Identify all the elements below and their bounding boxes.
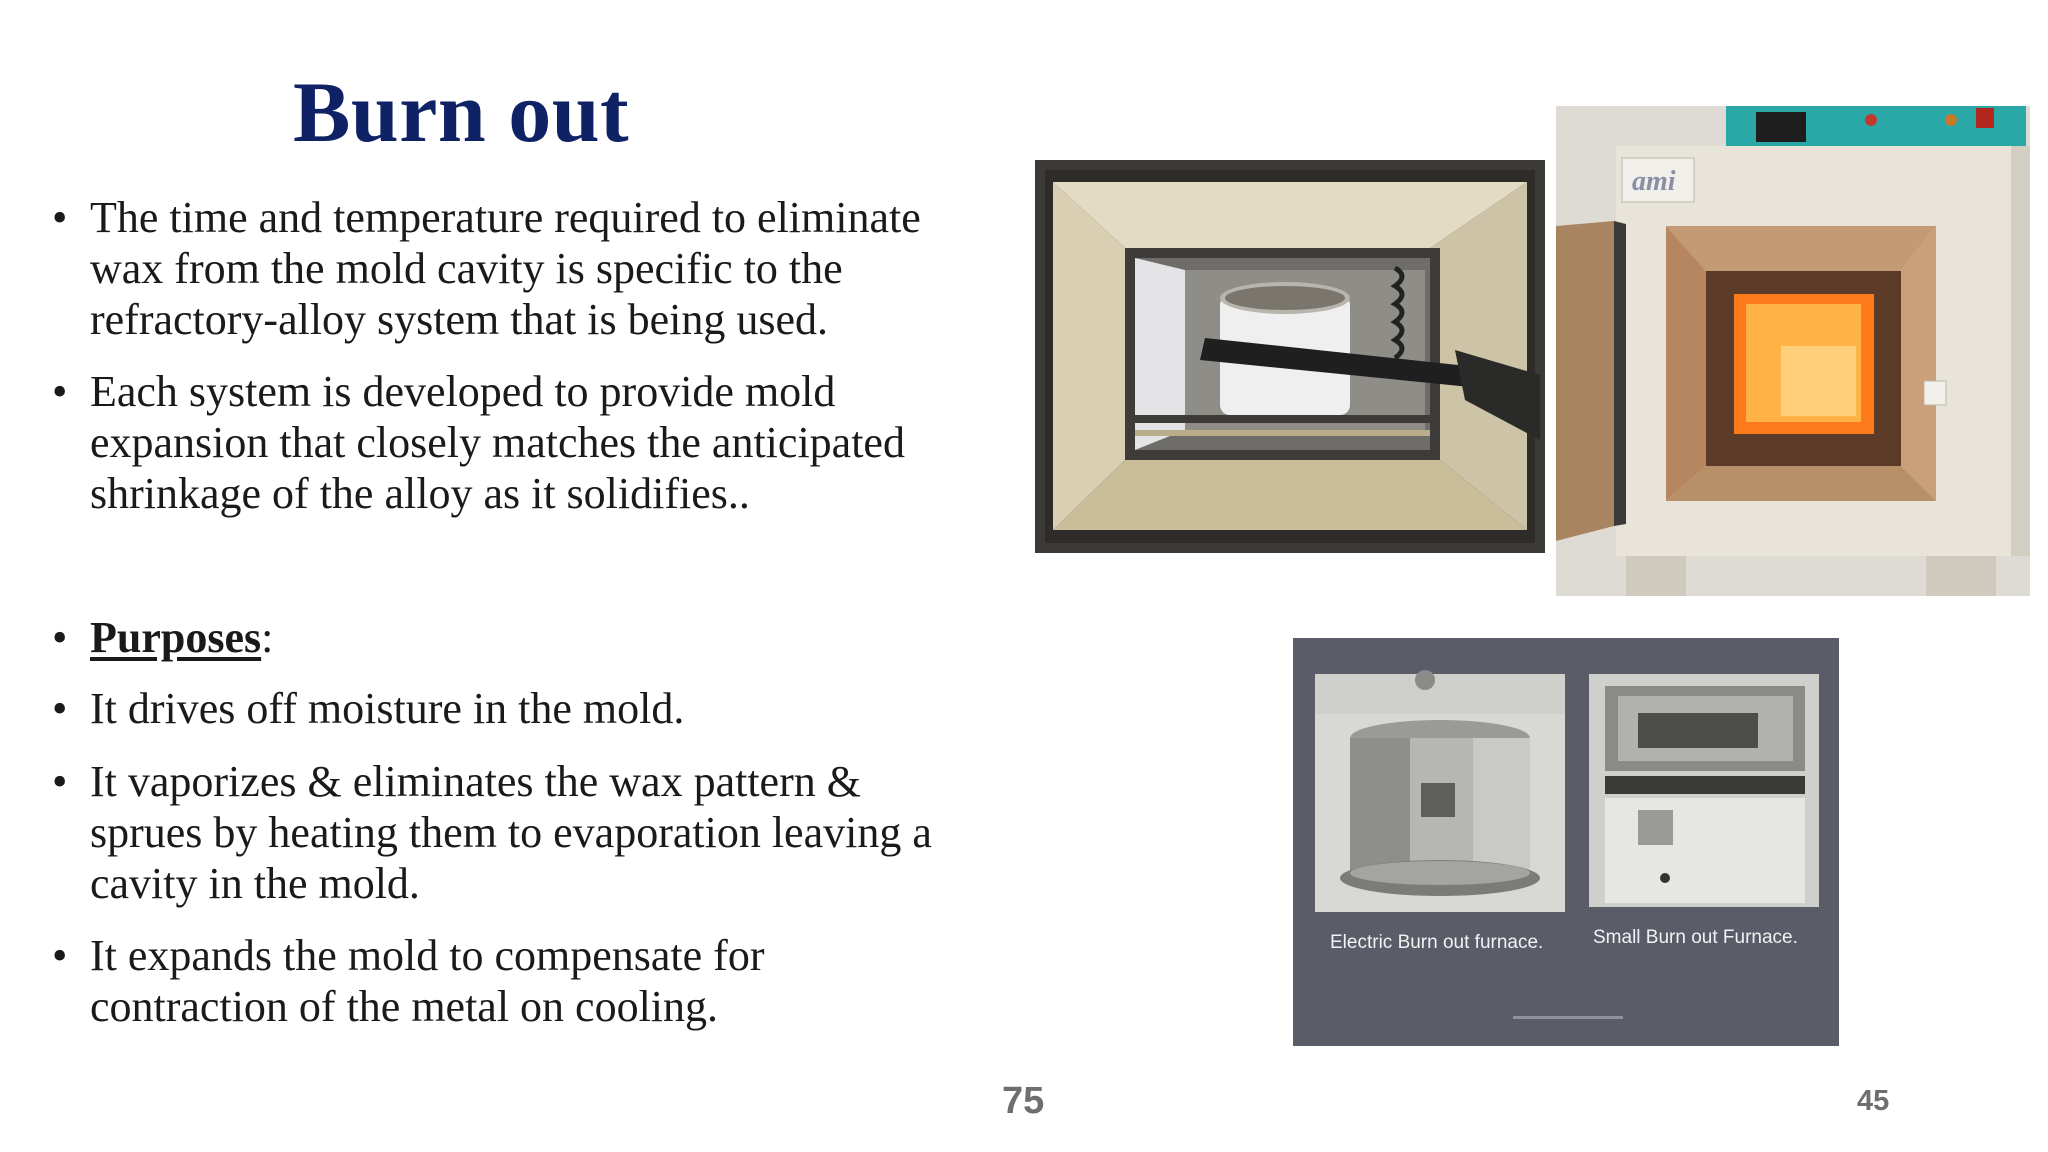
page-number-right: 45 [1857, 1085, 1890, 1117]
page-number-center: 75 [1002, 1080, 1045, 1122]
brand-logo-text: ami [1632, 166, 1676, 197]
purposes-colon: : [261, 613, 274, 662]
bullet-6-line-1: It expands the mold to compensate for [90, 931, 765, 980]
caption-electric-furnace: Electric Burn out furnace. [1330, 932, 1544, 953]
bullet-dot: • [52, 613, 68, 662]
purposes-heading: Purposes [90, 613, 262, 662]
bullet-2-line-1: Each system is developed to provide mold [90, 367, 836, 416]
bullet-dot: • [52, 757, 68, 806]
bullet-1-line-1: The time and temperature required to eliminate [90, 193, 921, 242]
bullet-dot: • [52, 684, 68, 733]
bullet-2-line-3: shrinkage of the alloy as it solidifies.. [90, 469, 750, 518]
furnace-interior-photo [1035, 160, 1545, 553]
glowing-furnace-illustration [1556, 106, 2030, 596]
bullet-5-line-1: It vaporizes & eliminates the wax pattern & [90, 757, 861, 806]
bullet-2-line-2: expansion that closely matches the anticipated [90, 418, 905, 467]
bullet-dot: • [52, 193, 68, 242]
furnace-interior-illustration [1035, 160, 1545, 553]
bullet-5-line-2: sprues by heating them to evaporation leaving a [90, 808, 932, 857]
slide-title: Burn out [293, 64, 630, 160]
bullet-5-line-3: cavity in the mold. [90, 859, 420, 908]
bullet-4-line-1: It drives off moisture in the mold. [90, 684, 685, 733]
bullet-dot: • [52, 931, 68, 980]
furnace-comparison-illustration [1293, 638, 1839, 1046]
bullet-1-line-3: refractory-alloy system that is being used. [90, 295, 829, 344]
bullet-6-line-2: contraction of the metal on cooling. [90, 982, 719, 1031]
glowing-furnace-photo [1556, 106, 2030, 596]
bullet-dot: • [52, 367, 68, 416]
furnace-comparison-panel [1293, 638, 1839, 1046]
caption-small-furnace: Small Burn out Furnace. [1593, 927, 1798, 948]
bullet-1-line-2: wax from the mold cavity is specific to the [90, 244, 843, 293]
